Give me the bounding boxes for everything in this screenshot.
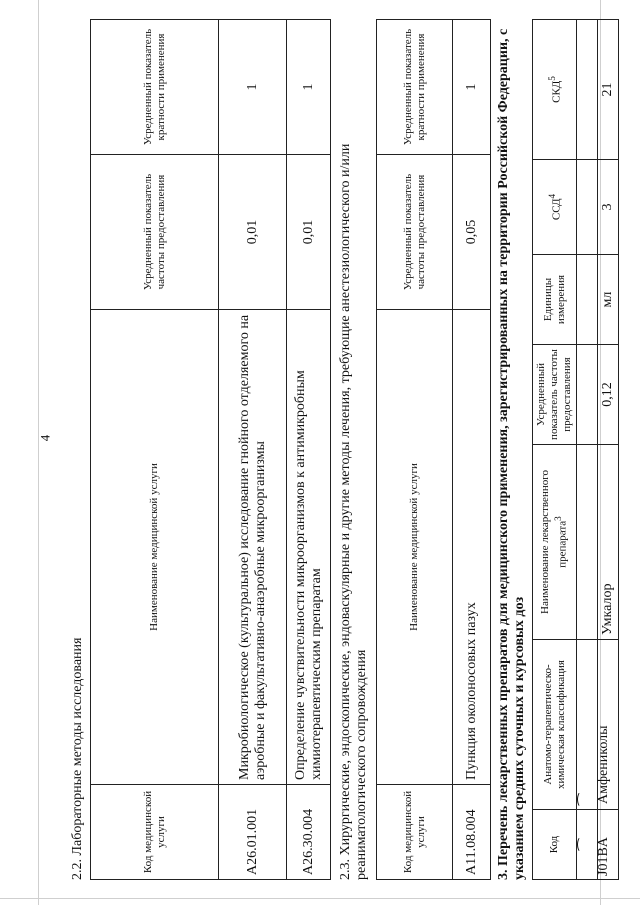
- header-freq: Усредненный показатель частоты предоставления: [533, 345, 577, 445]
- scan-edge-left: [38, 0, 39, 905]
- section-2-3-title: 2.3. Хирургические, эндоскопические, эндоваскулярные и другие методы лечения, требующие анестезиологического и/или реаниматологического сопровождения: [338, 143, 369, 880]
- footnote-3: 3: [553, 516, 564, 521]
- cell-mult: 1: [219, 20, 287, 155]
- cell-freq: 0,01: [219, 155, 287, 310]
- cell-drug: Умкалор: [598, 445, 619, 640]
- scan-edge-bottom: [0, 898, 640, 899]
- lab-methods-table: [90, 19, 331, 880]
- tilde-mark: ⁀: [577, 810, 598, 880]
- header-code: Код: [533, 810, 577, 880]
- page-number: 4: [37, 434, 53, 442]
- table-row: [577, 20, 598, 880]
- cell-name: Определение чувствительности микроорганизмов к антимикробным химиотерапевтическим препаратам: [287, 310, 331, 785]
- cell-code: A26.01.001: [219, 785, 287, 880]
- cell-mult: 1: [453, 20, 491, 155]
- table-row: [219, 20, 287, 880]
- header-mult: Усредненный показатель кратности применения: [91, 20, 219, 155]
- header-ssd: ССД$^4$: [533, 160, 577, 255]
- cell-code: A11.08.004: [453, 785, 491, 880]
- header-freq: Усредненный показатель частоты предоставления: [91, 155, 219, 310]
- cell-freq: 0,01: [287, 155, 331, 310]
- header-name: Наименование медицинской услуги: [377, 310, 453, 785]
- section-3-title: 3. Перечень лекарственных препаратов для медицинского применения, зарегистрированных на территории Российской Федерации, с указанием средних суточных и курсовых доз: [496, 28, 527, 880]
- header-code: Код медицинской услуги: [91, 785, 219, 880]
- header-freq: Усредненный показатель частоты предоставления: [377, 155, 453, 310]
- header-skd: СКД$^5$: [533, 20, 577, 160]
- surgical-methods-table: [376, 19, 491, 880]
- footnote-4: 4: [546, 193, 557, 199]
- cell-freq: 0,12: [598, 345, 619, 445]
- cell-unit: мл: [598, 255, 619, 345]
- cell-name: Микробиологическое (культуральное) исследование гнойного отделяемого на аэробные и факультативно-анаэробные микроорганизмы: [219, 310, 287, 785]
- cell-freq: 0,05: [453, 155, 491, 310]
- cell-atc: Амфениколы: [596, 725, 611, 804]
- header-mult: Усредненный показатель кратности применения: [377, 20, 453, 155]
- cell-skd: 21: [598, 20, 619, 160]
- header-code: Код медицинской услуги: [377, 785, 453, 880]
- header-unit: Единицы измерения: [533, 255, 577, 345]
- cell-mult: 1: [287, 20, 331, 155]
- tilde-mark: ⁀: [577, 640, 598, 810]
- rotated-page-content: [60, 20, 615, 880]
- header-name: Наименование медицинской услуги: [91, 310, 219, 785]
- footnote-5: 5: [546, 76, 557, 81]
- cell-name: Пункция околоносовых пазух: [453, 310, 491, 785]
- table-row: [287, 20, 331, 880]
- table-row: [453, 20, 491, 880]
- cell-code: J01BA: [596, 837, 611, 876]
- header-atc: Анатомо-терапевтическо-химическая классификация: [533, 640, 577, 810]
- cell-code: A26.30.004: [287, 785, 331, 880]
- cell-ssd: 3: [598, 160, 619, 255]
- header-drug: Наименование лекарственного препарата$^3$: [533, 445, 577, 640]
- section-2-2-title: 2.2. Лабораторные методы исследования: [70, 637, 85, 880]
